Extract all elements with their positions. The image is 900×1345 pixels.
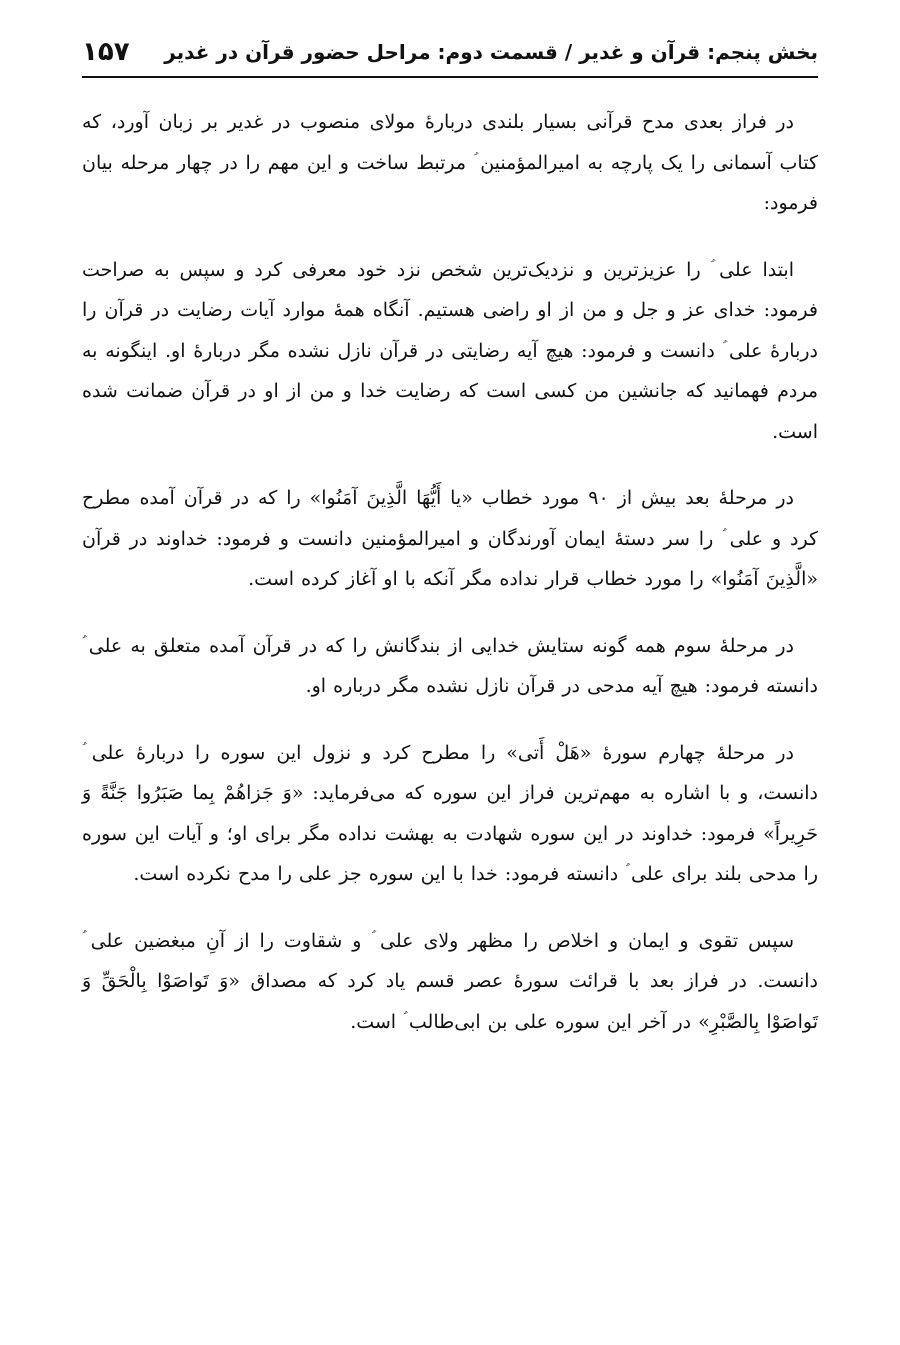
paragraph-stage-three: در مرحلۀ سوم همه گونه ستایش خدایی از بندگانش را که در قرآن آمده متعلق به علی ؑ دانسته فرمود: هیچ آیه مدحی در قرآن نازل نشده مگر درباره او. bbox=[82, 634, 818, 697]
paragraph-closing: سپس تقوی و ایمان و اخلاص را مظهر ولای علی ؑ و شقاوت را از آنِ مبغضین علی ؑ دانست. در فراز بعد با قرائت سورۀ عصر قسم یاد کرد که مصداق «وَ تَواصَوْا بِالْحَقِّ وَ تَواصَوْا بِالصَّبْرِ» در آخر این سوره علی بن ابی‌طالب ؑ است. bbox=[82, 929, 818, 1033]
running-head: بخش پنجم: قرآن و غدیر / قسمت دوم: مراحل حضور قرآن در غدیر bbox=[164, 40, 818, 64]
page-number: ۱۵۷ bbox=[82, 37, 130, 67]
page-body bbox=[82, 102, 818, 1042]
paragraph-stage-four: در مرحلۀ چهارم سورۀ «هَلْ أَتی» را مطرح کرد و نزول این سوره را دربارۀ علی ؑ دانست، و با اشاره به مهم‌ترین فراز این سوره که می‌فرماید: «وَ جَزاهُمْ بِما صَبَرُوا جَنَّةً وَ حَرِیراً» فرمود: خداوند در این سوره شهادت به بهشت نداده مگر برای او؛ و آیات این سوره را مدحی بلند برای علی ؑ دانسته فرمود: خدا با این سوره جز علی را مدح نکرده است. bbox=[82, 741, 818, 885]
paragraph-stage-one: ابتدا علی ؑ را عزیزترین و نزدیک‌ترین شخص نزد خود معرفی کرد و سپس به صراحت فرمود: خدای عز و جل و من از او راضی هستیم. آنگاه همۀ موارد آیات رضایت در قرآن را دربارۀ علی ؑ دانست و فرمود: هیچ آیه رضایتی در قرآن نازل نشده مگر دربارۀ او. اینگونه به مردم فهمانید که جانشین من کسی است که رضایت خدا و من از او در قرآن ضمانت شده است. bbox=[82, 258, 818, 443]
paragraph-stage-two: در مرحلۀ بعد بیش از ۹۰ مورد خطاب «یا أَیُّهَا الَّذِینَ آمَنُوا» را که در قرآن آمده مطرح کرد و علی ؑ را سر دستۀ ایمان آورندگان و امیرالمؤمنین دانست و فرمود: خداوند در قرآن «الَّذِینَ آمَنُوا» را مورد خطاب قرار نداده مگر آنکه با او آغاز کرده است. bbox=[82, 487, 818, 590]
page-header bbox=[82, 38, 818, 78]
paragraph-intro: در فراز بعدی مدح قرآنی بسیار بلندی دربارۀ مولای منصوب در غدیر بر زبان آورد، که کتاب آسمانی را یک پارچه به امیرالمؤمنین ؑ مرتبط ساخت و این مهم را در چهار مرحله بیان فرمود: bbox=[82, 111, 818, 214]
